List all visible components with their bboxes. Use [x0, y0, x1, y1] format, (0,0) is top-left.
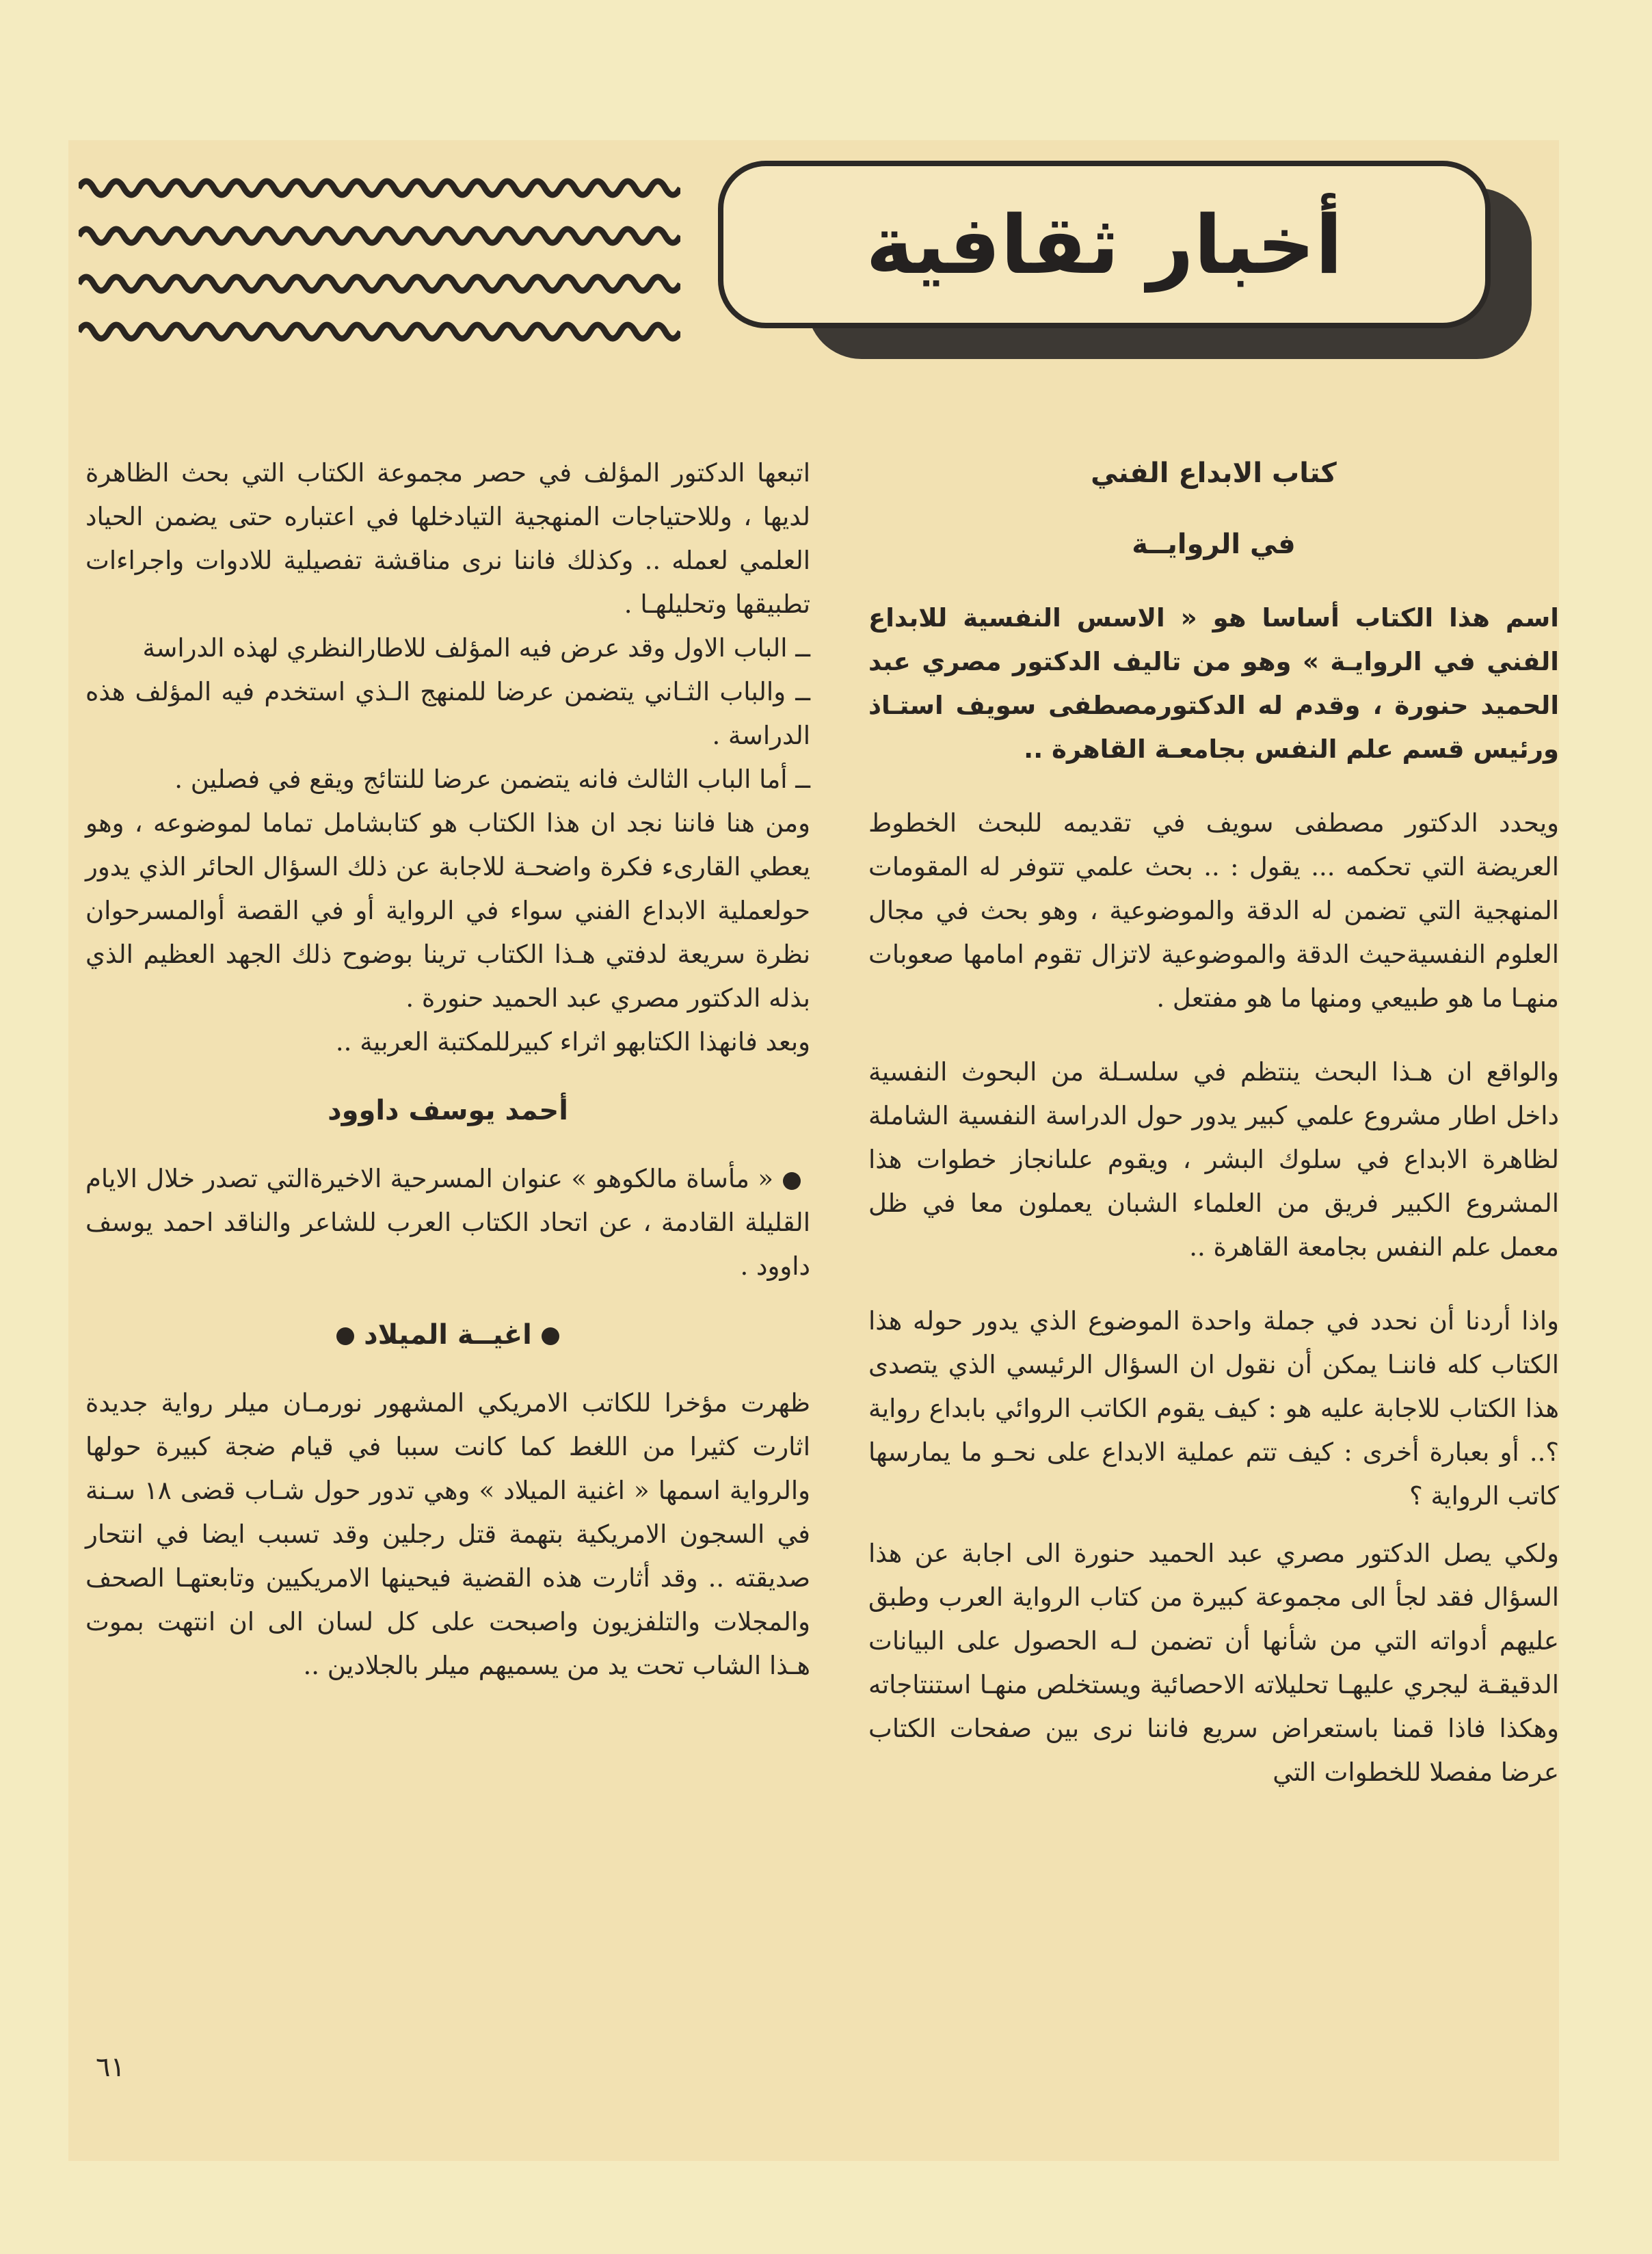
- body-paragraph: واذا أردنا أن نحدد في جملة واحدة الموضوع الذي يدور حوله هذا الكتاب كله فاننـا يمكن أن نقول ان السؤال الرئيسي الذي يتصدى هذا الكتاب للاجابة عليه هو : كيف يقوم الكاتب الروائي بابداع رواية ؟.. أو بعبارة أخرى : كيف تتم عملية الابداع على نحـو ما يمارسها كاتب الرواية ؟: [868, 1306, 1559, 1511]
- news-item: [85, 1157, 810, 1288]
- masthead-banner: [718, 161, 1491, 328]
- book-subtitle: في الروايــة: [1132, 529, 1296, 560]
- bullet-icon: [336, 1327, 354, 1345]
- book-title: كتاب الابداع الفني: [1091, 458, 1337, 489]
- list-item: ــ الباب الاول وقد عرض فيه المؤلف للاطارالنظري لهذه الدراسة: [142, 633, 810, 663]
- list-item: ــ والباب الثـاني يتضمن عرضا للمنهج الـذي استخدم فيه المؤلف هذه الدراسة .: [85, 677, 810, 750]
- body-paragraph: وبعد فانهذا الكتابهو اثراء كبيرللمكتبة العربية ..: [335, 1027, 810, 1057]
- intro-paragraph: اسم هذا الكتاب أساسا هو « الاسس النفسية للابداع الفني في الروايـة » وهو من تاليف الدكتور مصري عبد الحميد حنورة ، وقدم له الدكتورمصطفى سويف استـاذ ورئيس قسم علم النفس بجامعـة القاهرة ..: [868, 603, 1559, 764]
- body-paragraph: ولكي يصل الدكتور مصري عبد الحميد حنورة الى اجابة عن هذا السؤال فقد لجأ الى مجموعة كبيرة من كتاب الرواية العرب وطبق عليهم أدواته التي من شأنها أن تضمن لـه الحصول على البيانات الدقيقـة ليجري عليهـا تحليلاته الاحصائية ويستخلص منهـا استنتاجاته وهكذا فاذا قمنا باستعراض سريع فاننا نرى بين صفحات الكتاب عرضا مفصلا للخطوات التي: [868, 1539, 1559, 1787]
- wavy-divider: [79, 318, 680, 345]
- wavy-divider: [79, 270, 680, 297]
- magazine-page: [68, 140, 1559, 2161]
- bullet-icon: [783, 1172, 801, 1190]
- article-column-left: [85, 451, 810, 1688]
- bullet-icon: [542, 1327, 559, 1345]
- author-name: أحمد يوسف داوود: [328, 1095, 568, 1126]
- body-paragraph: ظهرت مؤخرا للكاتب الامريكي المشهور نورمـان ميلر رواية جديدة اثارت كثيرا من اللغط كما كانت سببا في قيام ضجة كبيرة حولها والرواية اسمها « اغنية الميلاد » وهي تدور حول شـاب قضى ١٨ سـنة في السجون الامريكية بتهمة قتل رجلين وقد تسبب ايضا في انتحار صديقته .. وقد أثارت هذه القضية فيحينها الامريكيين وتابعتهـا الصحف والمجلات والتلفزيون واصبحت على كل لسان الى ان انتهت بموت هـذا الشاب تحت يد من يسميهم ميلر بالجلادين ..: [85, 1388, 810, 1680]
- list-item: ــ أما الباب الثالث فانه يتضمن عرضا للنتائج ويقع في فصلين .: [174, 765, 810, 794]
- section-heading-text: اغيــة الميلاد: [364, 1319, 532, 1351]
- section-heading: [85, 1313, 810, 1357]
- masthead-title: أخبار ثقافية: [866, 197, 1343, 292]
- wavy-divider: [79, 174, 680, 202]
- wavy-divider: [79, 222, 680, 250]
- body-paragraph: والواقع ان هـذا البحث ينتظم في سلسـلة من البحوث النفسية داخل اطار مشروع علمي كبير يدور حول الدراسة النفسية الشاملة لظاهرة الابداع في سلوك البشر ، ويقوم علىانجاز خطوات هذا المشروع الكبير فريق من العلماء الشبان يعملون معا في ظل معمل علم النفس بجامعة القاهرة ..: [868, 1057, 1559, 1262]
- body-paragraph: اتبعها الدكتور المؤلف في حصر مجموعة الكتاب التي بحث الظاهرة لديها ، وللاحتياجات المنهجية التيادخلها في اعتباره حتى يضمن الحياد العلمي لعمله .. وكذلك فاننا نرى مناقشة تفصيلية للادوات واجراءات تطبيقها وتحليلهـا .: [85, 458, 810, 619]
- page-number: ٦١: [96, 2052, 125, 2083]
- article-column-right: [868, 451, 1559, 1794]
- body-paragraph: ويحدد الدكتور مصطفى سويف في تقديمه للبحث الخطوط العريضة التي تحكمه ... يقول : .. بحث علمي تتوفر له المقومات المنهجية التي تضمن له الدقة والموضوعية ، وهو بحث في مجال العلوم النفسيةحيث الدقة والموضوعية لاتزال تقوم امامها صعوبات منهـا ما هو طبيعي ومنها ما هو مفتعل .: [868, 808, 1559, 1013]
- body-paragraph: ومن هنا فاننا نجد ان هذا الكتاب هو كتابشامل تماما لموضوعه ، وهو يعطي القارىء فكرة واضحـة للاجابة عن ذلك السؤال الحائر الذي يدور حولعملية الابداع الفني سواء في الرواية أو في القصة أوالمسرحوان نظرة سريعة لدفتي هـذا الكتاب ترينا بوضوح ذلك الجهد العظيم الذي بذله الدكتور مصري عبد الحميد حنورة .: [85, 808, 810, 1013]
- news-text: « مأساة مالكوهو » عنوان المسرحية الاخيرةالتي تصدر خلال الايام القليلة القادمة ، عن اتحاد الكتاب العرب للشاعر والناقد احمد يوسف داوود .: [85, 1164, 810, 1281]
